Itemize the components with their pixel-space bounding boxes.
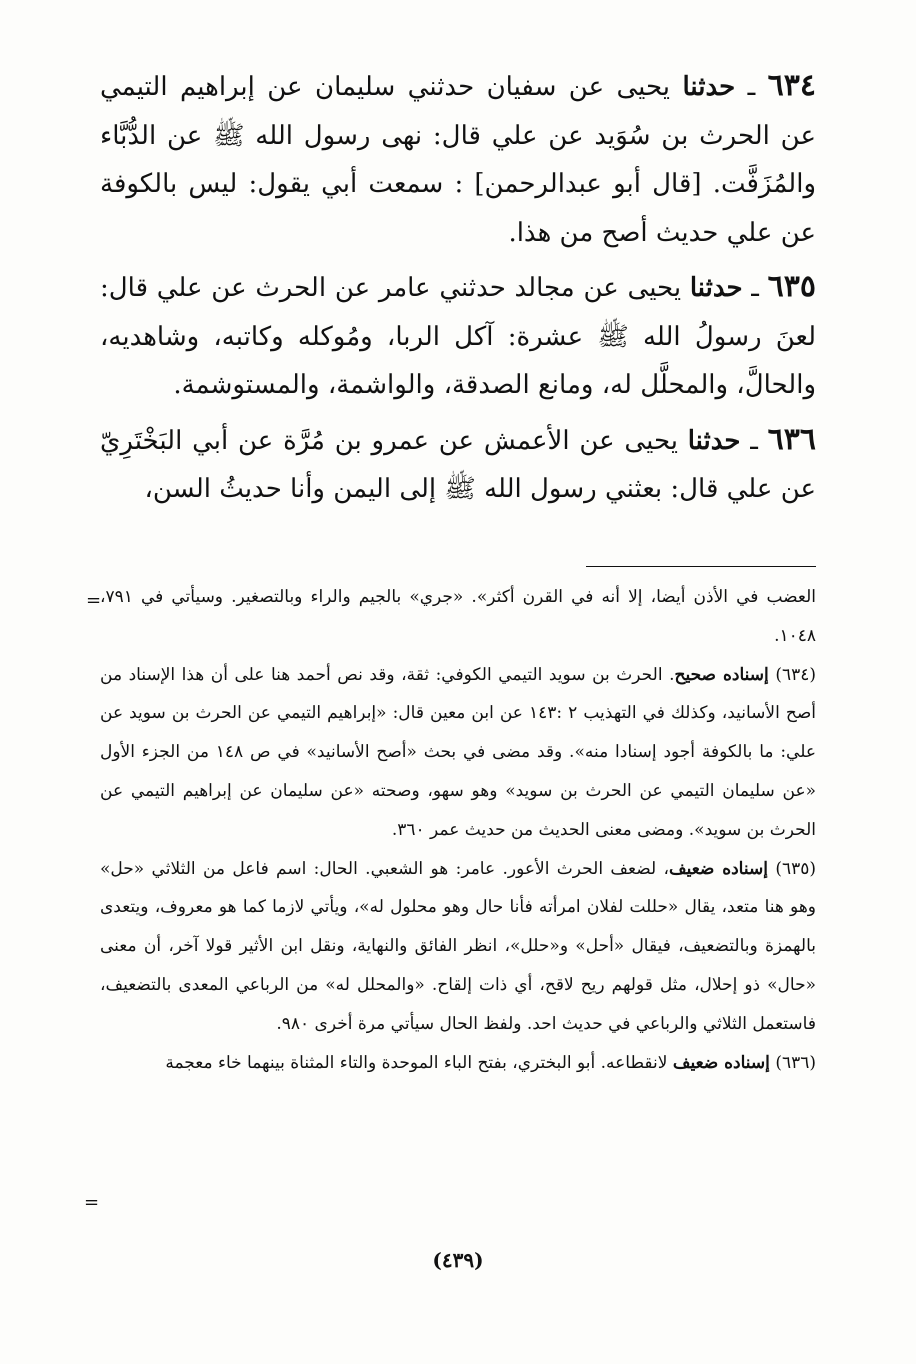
hadith-text: يحيى عن الأعمش عن عمرو بن مُرَّة عن أبي البَخْتَرِيّ عن علي قال: بعثني رسول الله ﷺ إلى اليمن وأنا حديثُ السن، — [100, 425, 816, 504]
footnote-634 — [100, 656, 816, 850]
page-number: (٤٣٩) — [432, 1248, 484, 1272]
hadith-number: ٦٣٦ — [767, 421, 816, 457]
hadith-keyword: حدثنا — [687, 425, 741, 456]
hadith-number: ٦٣٥ — [767, 269, 816, 304]
footnote-text: . الحرث بن سويد التيمي الكوفي: ثقة، وقد نص أحمد هنا على أن هذا الإسناد من أصح الأسانيد، وكذلك في التهذيب ٢ :١٤٣ عن ابن معين قال: «إبراهيم التيمي عن الحرث بن سويد عن علي: ما بالكوفة أجود إسنادا منه». وقد مضى في بحث «أصح الأسانيد» في ص ١٤٨ من الجزء الأول «عن سليمان التيمي عن الحرث بن سويد» وهو سهو، وصحته «عن سليمان عن إبراهيم التيمي عن الحرث بن سويد». ومضى معنى الحديث من حديث عمر ٣٦٠. — [100, 664, 816, 840]
footnote-continued: العضب في الأذن أيضا، إلا أنه في القرن أكثر». «جري» بالجيم والراء وبالتصغير. وسيأتي في ٧٩١، ١٠٤٨. — [100, 587, 816, 646]
dash: ـ — [735, 72, 768, 102]
footnote-text: لانقطاعه. أبو البختري، بفتح الباء الموحدة والتاء المثناة بينهما خاء معجمة — [165, 1052, 673, 1073]
footnote-grade: إسناده ضعيف — [672, 1052, 770, 1073]
footnote-divider — [586, 566, 816, 567]
hadith-text: يحيى عن سفيان حدثني سليمان عن إبراهيم التيمي عن الحرث بن سُوَيد عن علي قال: نهى رسول الله ﷺ عن الدُّبَّاء والمُزَفَّت. [قال أبو عبدالرحمن] : سمعت أبي يقول: ليس بالكوفة عن علي حديث أصح من هذا. — [100, 72, 816, 248]
footnote-grade: إسناده صحيح — [674, 664, 769, 685]
hadith-text: يحيى عن مجالد حدثني عامر عن الحرث عن علي قال: لعنَ رسولُ الله ﷺ عشرة: آكل الربا، ومُوكله وكاتبه، وشاهديه، والحالَّ، والمحلَّل له، ومانع الصدقة، والواشمة، والمستوشمة. — [100, 273, 816, 400]
footnote-grade: إسناده ضعيف — [668, 858, 768, 879]
hadith-636 — [100, 416, 816, 514]
footnotes — [100, 578, 816, 1082]
continuation-mark-end: = — [84, 1192, 100, 1213]
hadith-number: ٦٣٤ — [767, 68, 816, 103]
hadith-keyword: حدثنا — [689, 273, 743, 303]
footnote-number: (٦٣٥) — [775, 858, 817, 879]
footnote-number: (٦٣٦) — [775, 1052, 816, 1073]
footnote-635 — [100, 850, 816, 1044]
footnote-number: (٦٣٤) — [775, 664, 816, 685]
footnote-text: ، لضعف الحرث الأعور. عامر: هو الشعبي. الحال: اسم فاعل من الثلاثي «حل» وهو هنا متعد، يقال «حللت لفلان امرأته فأنا حال وهو محلول له»، ويأتي لازما كما هو معروف، ويتعدى بالهمزة وبالتضعيف، فيقال «أحل» و«حلل»، انظر الفائق والنهاية، ونقل ابن الأثير قولا آخر، أن معنى «حال» ذو إحلال، مثل قولهم ريح لاقح، أي ذات إلقاح. «والمحلل له» من الرباعي المعدى بالتضعيف، فاستعمل الثلاثي والرباعي في حديث احد. ولفظ الحال سيأتي مرة أخرى ٩٨٠. — [100, 858, 816, 1034]
hadith-keyword: حدثنا — [682, 72, 736, 102]
hadith-635 — [100, 263, 816, 410]
dash: ـ — [742, 273, 768, 303]
main-text — [100, 62, 816, 520]
continuation-mark: = — [86, 590, 102, 611]
dash: ـ — [740, 425, 768, 456]
hadith-634 — [100, 62, 816, 257]
footnote-636 — [100, 1044, 816, 1083]
